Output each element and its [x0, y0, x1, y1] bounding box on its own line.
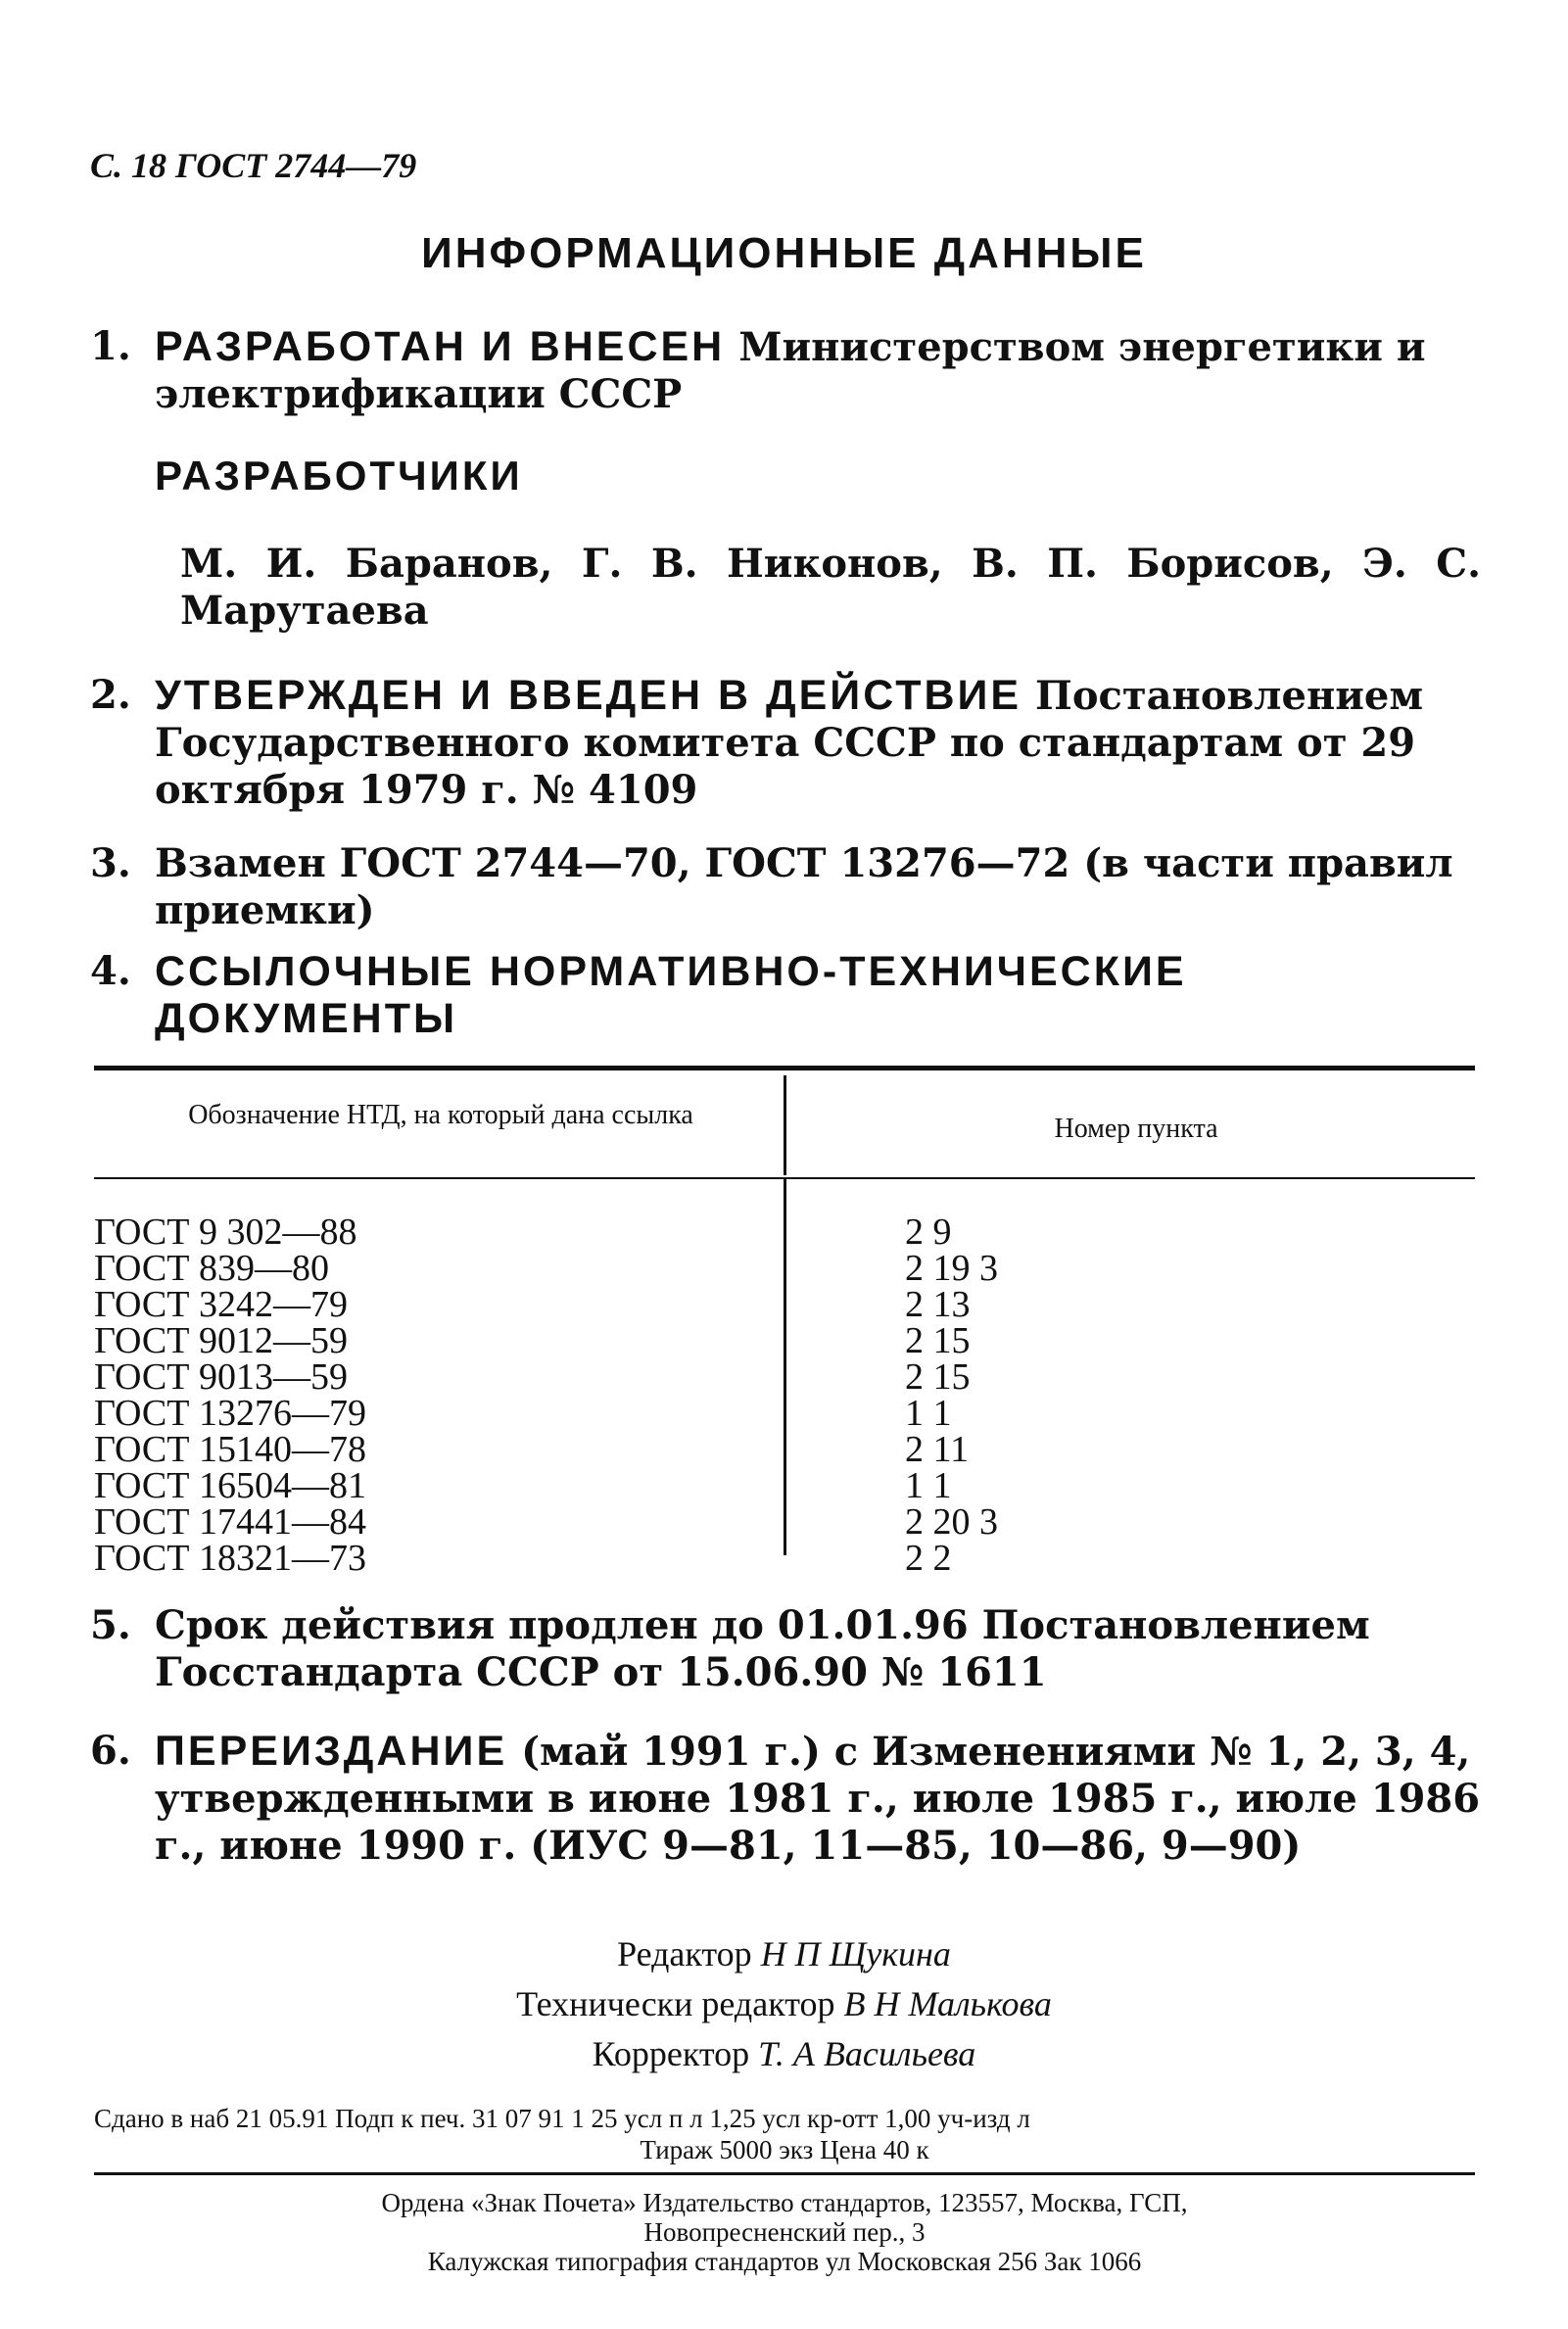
- item-5: [90, 1602, 1481, 1696]
- table-header-clause: Номер пункта: [1054, 1114, 1218, 1144]
- table-body: [94, 1214, 1465, 1577]
- table-header-doc: Обозначение НТД, на который дана ссылка: [188, 1100, 693, 1130]
- item-1: [90, 323, 1481, 418]
- page-header: С. 18 ГОСТ 2744—79: [90, 146, 417, 185]
- developers-heading: РАЗРАБОТЧИКИ: [155, 452, 523, 499]
- table-row: ГОСТ 18321—73 2 2: [94, 1538, 952, 1579]
- imprint-rule: [94, 2172, 1475, 2175]
- item-number: 3.: [90, 840, 131, 886]
- item-text: Министерством энергетики и электрификации СССР: [155, 324, 1426, 417]
- item-number: 6.: [90, 1728, 131, 1774]
- item-4: [90, 948, 1481, 1042]
- page-title: ИНФОРМАЦИОННЫЕ ДАННЫЕ: [421, 229, 1147, 277]
- imprint-line-4: Новопресненский пер., 3: [643, 2217, 926, 2247]
- table-row: ГОСТ 9 302—88 2 9: [94, 1212, 952, 1253]
- table-row: ГОСТ 839—80 2 19 3: [94, 1248, 998, 1289]
- item-text: Постановлением Государственного комитета СССР по стандартам от 29 октября 1979 г. № 4109: [155, 673, 1424, 813]
- item-lead: ПЕРЕИЗДАНИЕ: [155, 1728, 508, 1775]
- item-number: 5.: [90, 1602, 131, 1648]
- item-number: 4.: [90, 948, 131, 994]
- item-number: 1.: [90, 323, 131, 369]
- table-row: ГОСТ 13276—79 1 1: [94, 1393, 952, 1434]
- item-lead: УТВЕРЖДЕН И ВВЕДЕН В ДЕЙСТВИЕ: [155, 672, 1022, 719]
- imprint-line-5: Калужская типография стандартов ул Московская 256 Зак 1066: [427, 2247, 1142, 2276]
- item-text: ССЫЛОЧНЫЕ НОРМАТИВНО-ТЕХНИЧЕСКИЕ ДОКУМЕНТЫ: [155, 948, 1187, 1042]
- item-6: [90, 1728, 1481, 1870]
- table-row: ГОСТ 16504—81 1 1: [94, 1465, 952, 1506]
- imprint-line-1: Сдано в наб 21 05.91 Подп к печ. 31 07 91 1 25 усл п л 1,25 усл кр-отт 1,00 уч-изд л: [94, 2104, 1030, 2133]
- table-row: ГОСТ 15140—78 2 11: [94, 1429, 970, 1470]
- editors-block: [0, 1929, 1568, 2079]
- table-row: ГОСТ 9012—59 2 15: [94, 1320, 971, 1361]
- table-row: ГОСТ 9013—59 2 15: [94, 1356, 971, 1398]
- table-row: ГОСТ 17441—84 2 20 3: [94, 1501, 998, 1543]
- editor-line: Редактор Н П Щукина: [617, 1934, 951, 1973]
- corrector-line: Корректор Т. А Васильева: [592, 2034, 976, 2073]
- imprint-line-3: Ордена «Знак Почета» Издательство стандартов, 123557, Москва, ГСП,: [381, 2188, 1188, 2217]
- table-row: ГОСТ 3242—79 2 13: [94, 1284, 971, 1325]
- item-2: [90, 672, 1481, 814]
- table-header-divider: [784, 1075, 786, 1175]
- item-number: 2.: [90, 672, 131, 718]
- item-text: Срок действия продлен до 01.01.96 Постановлением Госстандарта СССР от 15.06.90 № 1611: [155, 1602, 1370, 1695]
- table-top-rule: [94, 1066, 1475, 1070]
- item-3: [90, 840, 1481, 934]
- imprint-line-2: Тираж 5000 экз Цена 40 к: [640, 2135, 929, 2164]
- tech-editor-line: Технически редактор В Н Малькова: [516, 1984, 1052, 2023]
- item-lead: РАЗРАБОТАН И ВНЕСЕН: [155, 323, 726, 370]
- item-text: (май 1991 г.) с Изменениями № 1, 2, 3, 4, утвержденными в июне 1981 г., июле 1985 г., июле 1986 г., июне 1990 г. (ИУС 9—81, 11—85, 10—86, 9—90): [155, 1729, 1481, 1869]
- item-text: Взамен ГОСТ 2744—70, ГОСТ 13276—72 (в части правил приемки): [155, 840, 1453, 933]
- developers-list: М. И. Баранов, Г. В. Никонов, В. П. Борисов, Э. С. Марутаева: [180, 541, 1481, 634]
